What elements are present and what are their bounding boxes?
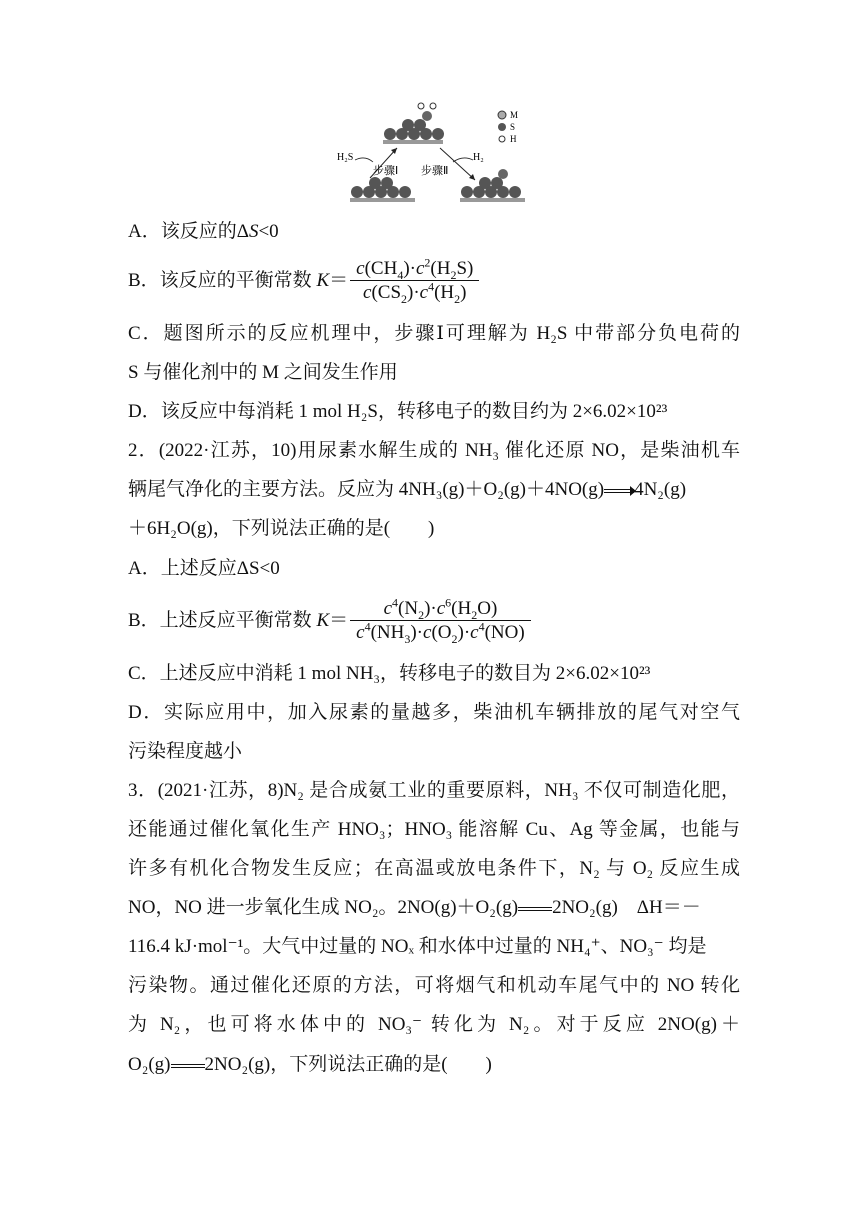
q3-line5: 116.4 kJ·mol⁻¹。大气中过量的 NOₓ 和水体中过量的 NH₄⁺、NO₃⁻ 均是	[128, 936, 707, 957]
q3-line1: 3．(2021·江苏，8)N₂ 是合成氨工业的重要原料，NH₃ 不仅可制造化肥，	[128, 780, 740, 801]
q2-head: 2．(2022·江苏，10)用尿素水解生成的 NH₃ 催化还原 NO，是柴油机车	[128, 440, 740, 461]
q1-b-fraction: $\frac{c(CH_4)\cdot c^2(H_2S)}{c(CS_2)\cdot c^4(H_2)}$	[350, 258, 479, 305]
q2-b-fraction: $\frac{c^4(N_2)\cdot c^6(H_2O)}{c^4(NH_3)\cdot c(O_2)\cdot c^4(NO)}$	[350, 598, 531, 645]
q2-option-a: A．上述反应ΔS<0	[128, 558, 280, 579]
q3-line3: 许多有机化合物发生反应；在高温或放电条件下，N₂ 与 O₂ 反应生成	[128, 858, 740, 879]
q3-line8: O₂(g) 2NO₂(g)，下列说法正确的是( )	[128, 1054, 492, 1075]
legend-s-icon	[498, 123, 506, 131]
catalyst-surface-bottom-right	[460, 198, 525, 202]
q2-option-c: C．上述反应中消耗 1 mol NH₃，转移电子的数目为 2×6.02×10²³	[128, 663, 651, 684]
catalyst-atoms-bottom-left	[351, 177, 411, 198]
step2-label: 步骤Ⅱ	[421, 165, 449, 177]
h2-label: H₂	[473, 152, 484, 163]
h2s-label: H₂S	[337, 152, 354, 163]
q2-option-b: B．上述反应平衡常数 K＝ $\frac{c^4(N_2)\cdot c^6(H_2O)}{c^4(NH_3)\cdot c(O_2)\cdot c^4(NO)}$	[128, 595, 740, 647]
h-atom	[418, 103, 424, 109]
q1-option-c-line1: C．题图所示的反应机理中，步骤Ⅰ可理解为 H₂S 中带部分负电荷的	[128, 323, 740, 344]
h-atom	[430, 103, 436, 109]
equals-sign-icon	[171, 1061, 205, 1071]
s-atom-top	[422, 111, 432, 121]
q3-line6: 污染物。通过催化还原的方法，可将烟气和机动车尾气中的 NO 转化	[128, 975, 740, 996]
catalyst-surface-top	[383, 140, 443, 144]
reaction-mechanism-figure	[335, 100, 535, 205]
q1-option-b: B．该反应的平衡常数 K＝ $\frac{c(CH_4)\cdot c^2(H_2S)}{c(CS_2)\cdot c^4(H_2)}$	[128, 255, 740, 307]
legend-m-icon	[498, 111, 506, 119]
q2-line3: ＋6H₂O(g)，下列说法正确的是( )	[128, 518, 435, 539]
q2-option-d-line2: 污染程度越小	[128, 741, 243, 762]
q1-option-c-line2: S 与催化剂中的 M 之间发生作用	[128, 362, 398, 383]
equals-sign-icon	[518, 904, 552, 914]
h2s-arrow	[355, 158, 373, 162]
legend-h-label: H	[510, 134, 517, 144]
catalyst-atoms-bottom-right	[461, 177, 521, 198]
s-atom-bottom	[498, 169, 508, 179]
q3-line4: NO，NO 进一步氧化生成 NO₂。2NO(g)＋O₂(g) 2NO₂(g) ΔH＝－	[128, 897, 701, 918]
legend-s-label: S	[510, 122, 516, 132]
q1-option-a: A．该反应的ΔS<0	[128, 221, 279, 242]
legend-h-icon	[499, 136, 505, 142]
legend-m-label: M	[510, 110, 519, 120]
q3-line2: 还能通过催化氧化生产 HNO₃；HNO₃ 能溶解 Cu、Ag 等金属，也能与	[128, 819, 740, 840]
q3-line7: 为 N₂，也可将水体中的 NO₃⁻ 转化为 N₂。对于反应 2NO(g)＋	[128, 1014, 740, 1035]
catalyst-atoms-top	[384, 119, 444, 140]
q2-line2: 辆尾气净化的主要方法。反应为 4NH₃(g)＋O₂(g)＋4NO(g) 4N₂(g)	[128, 479, 687, 500]
step1-label: 步骤Ⅰ	[373, 165, 399, 177]
q2-option-d-line1: D．实际应用中，加入尿素的量越多，柴油机车辆排放的尾气对空气	[128, 702, 740, 723]
catalyst-surface-bottom-left	[350, 198, 415, 202]
equilibrium-arrow-icon	[604, 486, 634, 496]
q1-option-d: D．该反应中每消耗 1 mol H₂S，转移电子的数目约为 2×6.02×10²³	[128, 401, 668, 422]
h2-arrow	[453, 158, 473, 162]
